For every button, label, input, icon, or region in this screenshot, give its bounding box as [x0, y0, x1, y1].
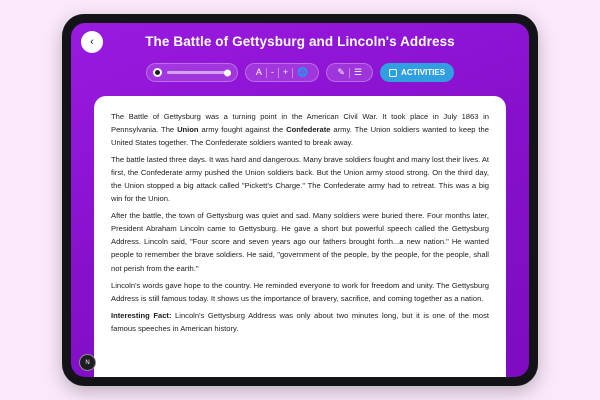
tablet-device-frame	[62, 14, 538, 386]
activities-button[interactable]	[380, 63, 454, 82]
back-button[interactable]	[81, 31, 103, 53]
corner-badge[interactable]: N	[79, 354, 96, 371]
article-paragraph	[111, 110, 489, 149]
annotate-control	[326, 63, 373, 82]
decrease-text-size-button[interactable]: -	[270, 67, 274, 77]
text-size-icon[interactable]: A	[255, 67, 262, 77]
emphasis-text: Union	[177, 125, 199, 135]
body-text: After the battle, the town of Gettysburg was quiet and sad. Many soldiers were buried there. Four months later, President Abraham Lincoln came to Gettysburg. He gave a short but powerful speech called the Gettysburg Address. Lincoln said, "Four score and seven years ago our fathers brought forth...a new nation." He wanted people to remember the brave soldiers. He said, "government of the people, by the people, for the people, shall not perish from the earth."	[111, 211, 489, 273]
page-title: The Battle of Gettysburg and Lincoln's Address	[145, 34, 455, 49]
text-size-control	[245, 63, 320, 82]
app-header	[71, 23, 529, 61]
emphasis-text: Confederate	[286, 125, 331, 135]
chevron-left-icon: ‹	[90, 35, 94, 48]
body-text: Lincoln's Gettysburg Address was only about two minutes long, but it is one of the most famous speeches in American history.	[111, 310, 490, 333]
body-text: Lincoln's words gave hope to the country. He reminded everyone to work for freedom and unity. The Gettysburg Address is still famous today. It shows us the importance of bravery, sacrifice, and coming together as a nation.	[111, 280, 489, 303]
body-text: The battle lasted three days. It was hard and dangerous. Many brave soldiers fought and many lost their lives. At first, the Confederate army pushed the Union soldiers back. But the Union army stood strong. On the third day, the Union stopped a big attack called "Pickett's Charge." The Confederate army had to retreat. This was a big win for the Union.	[111, 155, 489, 204]
grid-icon	[389, 69, 397, 77]
slider-knob[interactable]	[224, 69, 231, 76]
article-paragraph	[111, 209, 489, 274]
play-dot-icon[interactable]	[153, 68, 162, 77]
document-area	[71, 96, 529, 377]
reader-toolbar	[71, 63, 529, 82]
lines-icon[interactable]: ☰	[353, 67, 363, 77]
article-paragraph	[111, 279, 489, 305]
body-text: The Battle of Gettysburg was a turning point in the American Civil War. It took place in July 1863 in Pennsylvania. The	[111, 112, 489, 135]
increase-text-size-button[interactable]: +	[282, 67, 289, 77]
activities-label: ACTIVITIES	[401, 68, 446, 77]
article-body	[94, 96, 506, 377]
progress-slider[interactable]	[167, 71, 231, 74]
emphasis-text: Interesting Fact:	[111, 310, 172, 320]
globe-icon[interactable]: 🌐	[297, 67, 309, 77]
article-paragraph	[111, 309, 489, 335]
tablet-screen	[71, 23, 529, 377]
article-paragraph	[111, 153, 489, 205]
body-text: army fought against the	[198, 125, 287, 135]
pen-icon[interactable]: ✎	[337, 67, 345, 77]
body-text: army. The Union soldiers wanted to keep the United States together. The Confederate soldiers wanted to break away.	[111, 125, 489, 148]
audio-progress-control[interactable]	[146, 63, 238, 82]
